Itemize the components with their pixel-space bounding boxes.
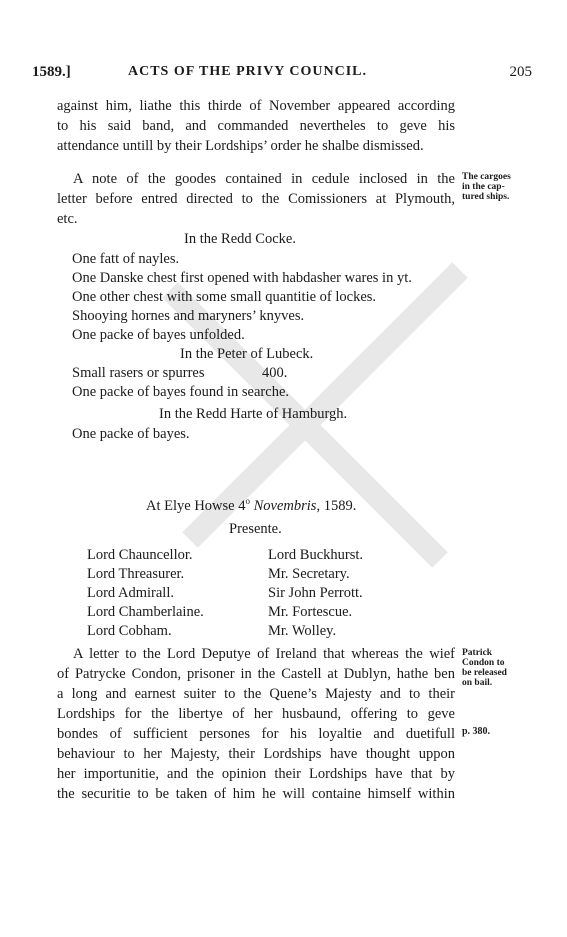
council-member: Lord Admirall.	[87, 585, 174, 601]
council-member: Mr. Fortescue.	[268, 604, 353, 620]
margin-note-condon: Patrick Condon to be released on bail.	[462, 648, 507, 688]
council-member: Mr. Wolley.	[268, 623, 337, 639]
list-peter-of-lubeck	[72, 364, 289, 402]
text-line: letter before entred directed to the Comissioners at Plymouth,	[57, 191, 455, 207]
council-member: Lord Threasurer.	[87, 566, 185, 582]
text-line: of Patrycke Condon, prisoner in the Castell at Dublyn, hathe ben	[57, 666, 455, 682]
header-year: 1589.]	[32, 64, 71, 80]
paragraph-3	[57, 644, 455, 804]
council-member: Mr. Secretary.	[268, 566, 350, 582]
text-line: bondes of sufficient persones for his loyaltie and duetifull	[57, 726, 455, 742]
list-redd-cocke	[72, 250, 412, 345]
heading-redd-cocke: In the Redd Cocke.	[184, 231, 296, 247]
list-item: Small rasers or spurres 400.	[72, 365, 288, 381]
heading-redd-harte: In the Redd Harte of Hamburgh.	[159, 406, 348, 422]
text-line: A letter to the Lord Deputye of Ireland that whereas the wief	[73, 646, 455, 662]
council-member: Lord Cobham.	[87, 623, 172, 639]
presente-label: Presente.	[229, 521, 282, 537]
text-line: A note of the goodes contained in cedule inclosed in the	[73, 171, 455, 187]
page-number: 205	[509, 64, 532, 80]
text-line: to his said band, and commanded nevertheles to geve his	[57, 118, 455, 134]
list-item: One packe of bayes unfolded.	[72, 327, 245, 343]
text-line: behaviour to her Majesty, their Lordships have thought uppon	[57, 746, 455, 762]
paragraph-1	[57, 96, 455, 156]
list-item: One Danske chest first opened with habdasher wares in yt.	[72, 270, 412, 286]
text-line: Lordships for the libertye of her husbaund, offering to geve	[57, 706, 455, 722]
list-item: One packe of bayes found in searche.	[72, 384, 290, 400]
text-line: a long and earnest suiter to the Quene’s Majesty and to their	[57, 686, 455, 702]
margin-note-cargoes: The cargoes in the cap- tured ships.	[462, 172, 511, 202]
text-line: her importunitie, and the opinion their Lordships have that by	[57, 766, 455, 782]
council-member: Lord Chamberlaine.	[87, 604, 204, 620]
list-item: Shooying hornes and maryners’ knyves.	[72, 308, 305, 324]
list-item: One packe of bayes.	[72, 426, 190, 442]
council-member: Lord Chauncellor.	[87, 547, 193, 563]
list-item: One fatt of nayles.	[72, 251, 180, 267]
list-item: One other chest with some small quantitie of lockes.	[72, 289, 377, 305]
quantity: 400.	[262, 365, 288, 381]
paragraph-2	[57, 169, 455, 229]
text-line: attendance untill by their Lordships’ order he shalbe dismissed.	[57, 138, 424, 154]
council-member: Lord Buckhurst.	[268, 547, 364, 563]
text-line: against him, liathe this thirde of November appeared according	[57, 98, 455, 114]
list-redd-harte	[72, 425, 190, 444]
running-header	[32, 64, 532, 86]
margin-note-page-ref: p. 380.	[462, 726, 491, 737]
heading-peter-of-lubeck: In the Peter of Lubeck.	[180, 346, 314, 362]
header-title: ACTS OF THE PRIVY COUNCIL.	[128, 64, 368, 79]
meeting-heading: At Elye Howse 4$^o$ Novembris, 1589.	[146, 496, 357, 514]
council-member: Sir John Perrott.	[268, 585, 363, 601]
text-line: etc.	[57, 211, 78, 227]
text-line: the securitie to be taken of him he will containe himself within	[57, 786, 455, 802]
